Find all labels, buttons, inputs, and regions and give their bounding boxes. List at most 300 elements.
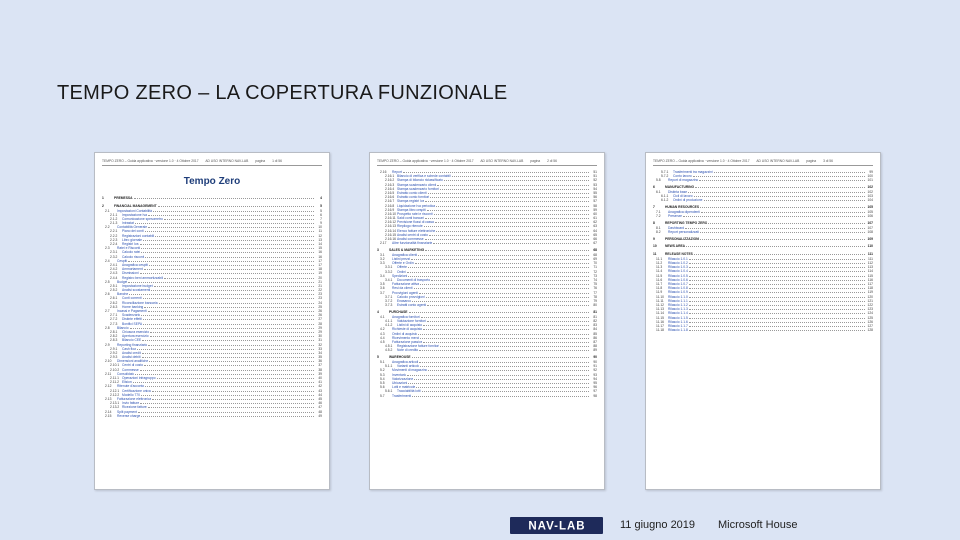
toc-entry-label: Reverse charge: [117, 413, 141, 418]
header-page-label: pagina: [530, 159, 541, 163]
toc-entry-number: 2.10.2: [110, 367, 120, 372]
toc-entry-number: 2.13.2: [110, 405, 120, 410]
toc-entry-label: Rilascio 1.0.4: [668, 269, 688, 274]
toc-entry[interactable]: [102, 414, 322, 418]
toc-entry-number: 2.16.3: [385, 182, 395, 187]
header-page-number: 1 di 56: [272, 159, 282, 163]
toc-entry-number: 2.1: [105, 208, 110, 213]
toc-entry-number: 2.16.6: [385, 195, 395, 200]
toc-entry-label: Tracciabilità lotti: [397, 389, 421, 394]
toc-entry-number: 2.16.4: [385, 186, 395, 191]
toc-entry-number: 4.1: [380, 314, 385, 319]
toc-entry-label: Impostazione budget: [122, 283, 153, 288]
toc-leader-dots: [415, 261, 589, 264]
toc-entry-number: 6: [653, 185, 655, 190]
toc-entry-label: Rilascio 1.1.8: [668, 328, 688, 333]
toc-leader-dots: [420, 282, 589, 285]
document-page-3: [645, 152, 881, 490]
toc-entry-label: Saldi conti bancari: [397, 216, 424, 221]
toc-entry-page: 96: [593, 385, 597, 390]
table-of-contents: [653, 170, 873, 332]
toc-entry-number: 2.5.2: [110, 288, 118, 293]
toc-entry-number: 3.7.3: [385, 303, 393, 308]
toc-entry-label: Ratei e Risconti: [117, 246, 141, 251]
toc-entry-page: 113: [867, 265, 873, 270]
toc-entry-label: Valutazione fornitori: [397, 319, 426, 323]
toc-entry-number: 2: [102, 203, 104, 208]
toc-entry-label: Operazioni infragruppo: [122, 376, 156, 380]
toc-entry-number: 3.4: [380, 273, 385, 278]
toc-entry-page: 23: [318, 296, 322, 301]
toc-leader-dots: [704, 198, 865, 201]
toc-entry-number: 2.2: [105, 225, 110, 230]
toc-leader-dots: [693, 174, 865, 177]
toc-entry-page: 85: [593, 331, 597, 336]
toc-leader-dots: [421, 315, 589, 318]
toc-leader-dots: [148, 343, 314, 346]
toc-entry[interactable]: [653, 198, 873, 202]
toc-entry-label: Registrazione fatture fornitori: [397, 344, 440, 349]
toc-entry-page: 108: [867, 230, 873, 235]
toc-entry-label: Scadenzario: [122, 313, 141, 318]
toc-entry-number: 11.1: [656, 256, 663, 261]
toc-entry-number: 2.3.2: [110, 254, 118, 259]
toc-leader-dots: [689, 261, 865, 264]
toc-entry-number: 2.2.3: [110, 237, 118, 242]
toc-leader-dots: [150, 334, 314, 337]
toc-entry-label: Apertura esercizio: [122, 334, 149, 339]
toc-entry[interactable]: [653, 230, 873, 234]
toc-entry-number: 2.16.7: [385, 199, 395, 204]
toc-leader-dots: [700, 230, 865, 233]
toc-entry-label: Prospetto ratei e risconti: [397, 211, 433, 216]
toc-leader-dots: [430, 195, 589, 198]
toc-entry-label: Registro beni ammortizzabili: [122, 275, 164, 280]
toc-entry-page: 30: [318, 334, 322, 339]
toc-entry-number: 5.7.1: [661, 170, 669, 174]
toc-entry-label: Invio fatture: [122, 401, 140, 406]
toc-entry-number: 10: [653, 244, 657, 249]
toc-entry-label: Rilascio 1.1.5: [668, 315, 688, 320]
toc-entry-page: 27: [318, 317, 322, 322]
toc-entry-page: 63: [593, 224, 597, 229]
toc-entry-label: Bilancio: [117, 325, 129, 330]
toc-entry-page: 45: [318, 396, 322, 401]
toc-entry-label: Ordini: [397, 269, 406, 274]
toc-entry-label: Fatturazione elettronica: [117, 396, 152, 401]
toc-entry-page: 34: [318, 350, 322, 355]
toc-leader-dots: [425, 199, 589, 202]
toc-entry-number: 2.17: [380, 241, 387, 246]
toc-entry-label: Report di magazzino: [668, 178, 699, 183]
toc-entry-page: 5: [320, 208, 322, 213]
toc-leader-dots: [145, 229, 314, 232]
toc-leader-dots: [128, 280, 314, 283]
toc-entry-page: 26: [318, 309, 322, 313]
toc-leader-dots: [145, 384, 314, 387]
toc-entry[interactable]: [653, 178, 873, 182]
toc-entry-label: Analisi centri di costo: [397, 232, 428, 237]
toc-leader-dots: [412, 299, 589, 302]
toc-leader-dots: [144, 305, 314, 308]
toc-leader-dots: [412, 355, 589, 358]
toc-leader-dots: [133, 380, 314, 383]
toc-entry-label: Rilascio 1.0.2: [668, 261, 688, 266]
toc-entry-number: 11.2: [656, 261, 663, 266]
toc-leader-dots: [414, 286, 589, 289]
toc-entry-page: 82: [593, 319, 597, 323]
toc-entry-number: 2.1.1: [110, 212, 118, 217]
toc-entry-number: 4.2: [380, 327, 385, 332]
toc-entry-page: 81: [593, 309, 597, 314]
toc-entry-label: Rilascio 1.1.6: [668, 319, 688, 324]
toc-leader-dots: [157, 376, 314, 379]
toc-entry-page: 18: [318, 267, 322, 272]
toc-entry-page: 44: [318, 392, 322, 397]
header-page-number: 2 di 56: [547, 159, 557, 163]
toc-leader-dots: [148, 225, 314, 228]
toc-entry[interactable]: [377, 348, 597, 352]
toc-leader-dots: [452, 174, 589, 177]
toc-leader-dots: [140, 401, 314, 404]
toc-entry-label: Ricevimento merci: [392, 335, 420, 340]
toc-leader-dots: [701, 210, 865, 213]
toc-entry-page: 116: [867, 277, 873, 282]
toc-entry-page: 95: [593, 380, 597, 385]
header-page-label: pagina: [255, 159, 266, 163]
toc-entry-label: Stampa libro cespiti: [397, 207, 426, 212]
toc-entry-page: 92: [593, 368, 597, 373]
toc-entry-page: 105: [867, 205, 873, 210]
toc-entry-page: 5: [320, 203, 322, 208]
toc-entry-number: 7: [653, 205, 655, 210]
toc-entry-page: 48: [318, 409, 322, 414]
toc-entry-page: 111: [867, 251, 873, 256]
toc-entry-page: 31: [318, 338, 322, 343]
toc-leader-dots: [689, 316, 865, 319]
toc-entry-page: 11: [318, 229, 322, 234]
toc-entry-page: 80: [593, 303, 597, 308]
toc-entry-number: 5.5: [380, 380, 385, 385]
toc-leader-dots: [143, 296, 314, 299]
toc-entry-page: 78: [593, 294, 597, 299]
toc-entry[interactable]: [653, 214, 873, 218]
toc-leader-dots: [144, 363, 314, 366]
toc-entry-number: 2.7.3: [110, 321, 118, 326]
page-header: [377, 159, 597, 166]
toc-entry-label: Calcolo ratei: [122, 250, 141, 255]
toc-entry-label: Report: [392, 170, 402, 174]
toc-entry-page: 86: [593, 335, 597, 340]
toc-entry-label: PREMESSA: [114, 196, 133, 200]
toc-entry-page: 98: [593, 393, 597, 398]
toc-entry-label: Listini prezzi: [392, 257, 411, 262]
toc-entry-number: 11.12: [656, 302, 665, 307]
toc-entry-label: Stampa scadenzario fornitori: [397, 186, 439, 191]
toc-entry-page: 62: [593, 220, 597, 225]
toc-leader-dots: [424, 224, 589, 227]
toc-entry-label: Liquidazione Iva periodica: [397, 203, 436, 208]
toc-entry-number: 2.8.3: [110, 338, 118, 343]
toc-entry-number: 2.7.1: [110, 313, 118, 318]
toc-entry-page: 15: [318, 246, 322, 251]
toc-entry-page: 73: [593, 273, 597, 278]
toc-entry-number: 6.1: [656, 190, 661, 195]
toc-entry-number: 11.8: [656, 286, 663, 291]
toc-leader-dots: [149, 359, 314, 362]
toc-leader-dots: [420, 364, 589, 367]
toc-leader-dots: [689, 290, 865, 293]
toc-entry-number: 3.7: [380, 290, 385, 295]
toc-entry-label: WAREHOUSE: [389, 355, 411, 359]
toc-entry-label: Trasferimenti: [392, 393, 412, 398]
footer-date: 11 giugno 2019: [620, 519, 696, 531]
toc-entry-label: Comunicazione spesometro: [122, 216, 163, 221]
toc-leader-dots: [444, 178, 589, 181]
toc-entry-page: 70: [593, 261, 597, 266]
toc-entry[interactable]: [653, 328, 873, 332]
toc-leader-dots: [436, 229, 589, 232]
toc-entry-label: Fatturazione passiva: [392, 339, 423, 344]
toc-entry-page: 90: [593, 360, 597, 364]
toc-entry-page: 112: [867, 261, 873, 266]
toc-entry-number: 4: [377, 309, 379, 314]
toc-entry-page: 66: [593, 237, 597, 241]
toc-entry-label: Previsione flussi di cassa: [397, 220, 434, 225]
toc-entry-number: 2.16: [380, 170, 387, 174]
toc-entry-label: HUMAN RESOURCES: [665, 205, 700, 210]
toc-entry-page: 24: [318, 300, 322, 305]
toc-leader-dots: [141, 246, 314, 249]
toc-entry-page: 19: [318, 271, 322, 276]
toc-entry[interactable]: [377, 241, 597, 245]
toc-entry-label: Banche: [117, 292, 129, 297]
toc-entry[interactable]: [653, 243, 873, 249]
toc-leader-dots: [689, 311, 865, 314]
toc-entry-page: 126: [867, 319, 873, 324]
toc-entry-number: 5.6: [380, 385, 385, 390]
toc-entry-label: Stampa di bilancio riclassificato: [397, 178, 443, 183]
toc-leader-dots: [416, 385, 589, 388]
toc-entry-number: 2.16.9: [385, 207, 395, 212]
toc-leader-dots: [148, 213, 314, 216]
toc-entry-label: Conto lavoro: [673, 174, 692, 179]
toc-entry-label: Distinta base: [668, 190, 688, 195]
toc-entry-number: 8: [653, 221, 655, 225]
toc-entry-label: Rilascio 1.0.9: [668, 290, 688, 295]
toc-entry-number: 2.6.3: [110, 304, 118, 309]
header-doc-title: TEMPO ZERO – Guida applicativa · versione 1.0 · 4 Ottobre 2017: [377, 159, 474, 163]
toc-entry-number: 2.8.2: [110, 334, 118, 339]
toc-entry-label: Registri Iva: [122, 242, 139, 246]
toc-entry-number: 11.16: [656, 319, 665, 324]
toc-entry-label: PURCHASE: [389, 309, 408, 314]
toc-leader-dots: [137, 347, 314, 350]
toc-leader-dots: [700, 205, 865, 208]
toc-entry-page: 9: [320, 221, 322, 226]
toc-entry-number: 8.1: [656, 226, 661, 230]
toc-leader-dots: [142, 351, 314, 354]
toc-entry-page: 127: [867, 323, 873, 328]
nav-lab-logo-graphic: [514, 519, 600, 532]
toc-entry-page: 22: [318, 288, 322, 293]
toc-entry-label: Anagrafica articoli: [392, 360, 419, 364]
toc-entry-number: 11.5: [656, 273, 663, 278]
toc-entry-label: Incassi e Pagamenti: [117, 309, 147, 313]
toc-leader-dots: [135, 372, 314, 375]
toc-entry-label: Rilascio 1.0.8: [668, 286, 688, 291]
toc-leader-dots: [699, 178, 865, 181]
toc-entry-page: 16: [318, 254, 322, 259]
toc-entry-number: 2.16.11: [385, 216, 396, 221]
toc-leader-dots: [141, 250, 314, 253]
toc-entry-page: 60: [593, 211, 597, 216]
toc-entry-page: 38: [318, 367, 322, 372]
toc-entry-number: 11.7: [656, 282, 663, 286]
toc-entry-number: 5.1.1: [385, 364, 393, 369]
toc-entry-number: 2.3: [105, 246, 110, 251]
toc-entry-page: 7: [320, 216, 322, 221]
toc-entry-number: 7.2: [656, 214, 661, 219]
toc-entry-label: Rilascio 1.0.1: [668, 256, 688, 261]
toc-leader-dots: [155, 234, 314, 237]
toc-entry-number: 2.6.2: [110, 300, 118, 305]
slide-title: TEMPO ZERO – LA COPERTURA FUNZIONALE: [57, 82, 508, 104]
toc-entry-label: Ritenute d'acconto: [117, 384, 145, 389]
toc-entry-number: 2.13: [105, 396, 112, 401]
toc-leader-dots: [423, 340, 589, 343]
toc-leader-dots: [437, 183, 589, 186]
toc-entry-page: 58: [593, 203, 597, 208]
toc-leader-dots: [140, 271, 314, 274]
toc-entry-number: 3.1: [380, 252, 385, 257]
toc-leader-dots: [152, 389, 314, 392]
toc-entry-number: 2.12: [105, 384, 112, 389]
toc-entry-page: 88: [593, 344, 597, 349]
toc-leader-dots: [689, 324, 865, 327]
toc-entry-label: Ubicazioni: [392, 380, 408, 385]
toc-entry-label: Anagrafica fornitori: [392, 314, 420, 319]
toc-entry-page: 124: [867, 311, 873, 316]
toc-entry-page: 122: [867, 302, 873, 307]
toc-entry-page: 75: [593, 282, 597, 287]
toc-leader-dots: [689, 328, 865, 331]
toc-entry-page: 107: [867, 221, 873, 225]
toc-entry-number: 11.3: [656, 265, 663, 270]
header-classification: AD USO INTERNO NAV-LAB: [480, 159, 524, 163]
toc-entry-number: 2.3.1: [110, 250, 118, 255]
toc-entry-number: 2.16.8: [385, 203, 395, 208]
toc-entry-page: 49: [318, 413, 322, 418]
toc-entry-page: 91: [593, 364, 597, 369]
toc-entry-page: 42: [318, 384, 322, 389]
toc-entry[interactable]: [102, 195, 322, 201]
toc-entry-number: 2.16.2: [385, 178, 395, 183]
toc-entry-page: 100: [867, 174, 873, 179]
page-header: [653, 159, 873, 166]
toc-entry-number: 4.4: [380, 335, 385, 340]
toc-entry-label: Modello 770: [122, 392, 140, 397]
toc-entry-number: 2.7.2: [110, 317, 118, 322]
toc-entry-number: 2.16.16: [385, 237, 396, 241]
header-doc-title: TEMPO ZERO – Guida applicativa · versione 1.0 · 4 Ottobre 2017: [102, 159, 199, 163]
toc-entry-page: 55: [593, 190, 597, 195]
toc-entry-label: Offerte: [397, 265, 408, 270]
toc-entry-page: 69: [593, 257, 597, 262]
toc-entry-number: 7.1: [656, 210, 661, 215]
toc-entry-number: 2.1.3: [110, 221, 118, 226]
page-header: [102, 159, 322, 166]
toc-entry-number: 4.5.1: [385, 344, 393, 349]
toc-entry-label: Elisioni: [122, 380, 133, 385]
toc-leader-dots: [689, 299, 865, 302]
toc-leader-dots: [130, 326, 314, 329]
toc-entry-page: 17: [318, 262, 322, 267]
document-page-1: [94, 152, 330, 490]
toc-entry-page: 106: [867, 214, 873, 219]
toc-leader-dots: [141, 313, 314, 316]
toc-entry-label: Dimensioni analitiche: [117, 359, 149, 364]
toc-entry-number: 2.16.14: [385, 228, 396, 233]
toc-entry-page: 21: [318, 279, 322, 284]
toc-entry-page: 13: [318, 237, 322, 242]
toc-entry[interactable]: [377, 394, 597, 398]
toc-entry-page: 40: [318, 376, 322, 380]
toc-entry-page: 102: [867, 185, 873, 190]
toc-entry-number: 3.3.2: [385, 269, 393, 274]
toc-entry-label: Consolidato: [117, 371, 135, 376]
toc-entry-label: Ammortamenti: [122, 267, 144, 272]
toc-entry[interactable]: [377, 303, 597, 307]
logo-text: NAV-LAB: [527, 520, 586, 532]
toc-entry[interactable]: [653, 236, 873, 242]
toc-entry-number: 5.2: [380, 368, 385, 373]
toc-leader-dots: [144, 267, 314, 270]
toc-entry-label: Cicli di lavoro: [673, 194, 693, 199]
toc-leader-dots: [419, 360, 589, 363]
footer-organization: Microsoft House: [718, 519, 798, 531]
toc-entry-label: Enasarco: [397, 298, 411, 303]
toc-leader-dots: [407, 373, 589, 376]
toc-entry-label: Bilancio CEE: [122, 338, 142, 343]
toc-entry-label: Rilascio 1.1.0: [668, 294, 688, 299]
toc-leader-dots: [425, 248, 589, 251]
toc-entry-label: Movimenti di magazzino: [392, 368, 428, 373]
toc-entry-page: 103: [867, 194, 873, 199]
toc-entry-label: Anagrafica clienti: [392, 252, 418, 257]
toc-entry-number: 2.6: [105, 292, 110, 297]
toc-leader-dots: [689, 303, 865, 306]
toc-entry-label: SALES & MARKETING: [389, 247, 425, 252]
toc-leader-dots: [420, 336, 589, 339]
toc-entry-number: 2.11.1: [110, 376, 119, 380]
toc-entry-number: 2.16.13: [385, 224, 396, 229]
toc-leader-dots: [426, 295, 589, 298]
toc-entry-page: 72: [593, 269, 597, 274]
toc-entry-label: PERSONALIZZAZIONI: [665, 236, 700, 241]
toc-entry-label: NEWS AREA: [665, 244, 686, 249]
toc-leader-dots: [414, 377, 589, 380]
toc-leader-dots: [436, 204, 589, 207]
toc-entry-number: 2.14: [105, 409, 112, 414]
toc-leader-dots: [143, 317, 314, 320]
toc-entry-label: Chiusura esercizio: [122, 329, 150, 334]
toc-leader-dots: [152, 397, 314, 400]
toc-leader-dots: [689, 265, 865, 268]
toc-entry-number: 5.4: [380, 376, 385, 381]
toc-entry-label: Centri di costo: [122, 363, 144, 368]
toc-leader-dots: [694, 194, 865, 197]
